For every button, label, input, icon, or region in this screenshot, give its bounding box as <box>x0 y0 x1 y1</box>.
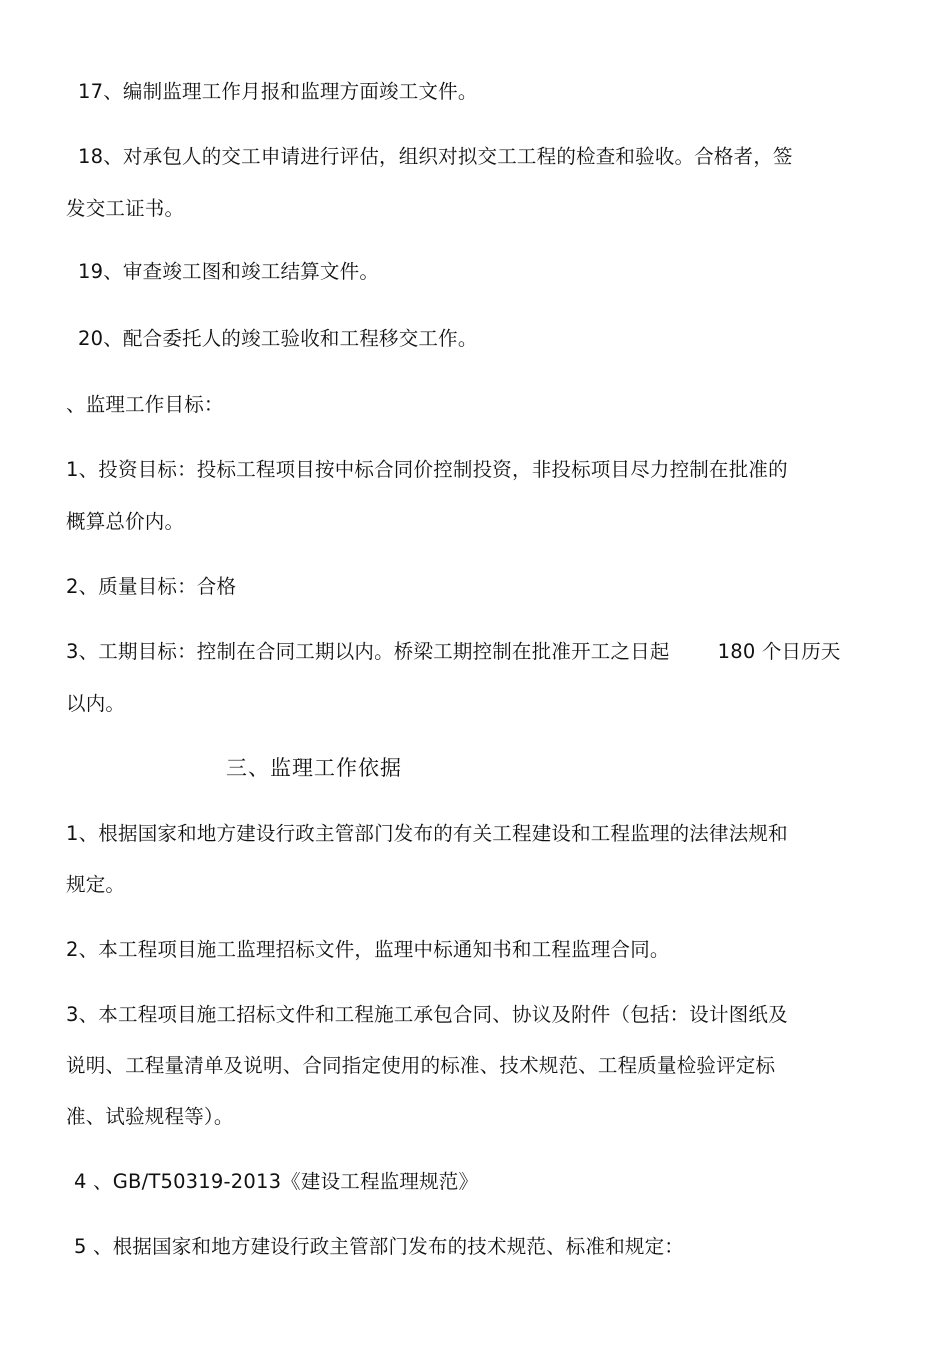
work-goals-heading: 、监理工作目标： <box>66 393 224 416</box>
item-19: 19、审查竣工图和竣工结算文件。 <box>78 260 380 283</box>
goal-3-line-2: 以内。 <box>66 692 126 715</box>
goal-3-line-1 <box>66 640 841 664</box>
goal-2: 2、质量目标：合格 <box>66 575 237 598</box>
section-three-heading: 三、监理工作依据 <box>226 756 402 780</box>
goal-1-line-2: 概算总价内。 <box>66 510 185 533</box>
item-18-line-1: 18、对承包人的交工申请进行评估，组织对拟交工工程的检查和验收。合格者，签 <box>78 145 793 168</box>
basis-4: 4 、GB/T50319-2013《建设工程监理规范》 <box>74 1170 479 1193</box>
basis-3-line-2: 说明、工程量清单及说明、合同指定使用的标准、技术规范、工程质量检验评定标 <box>66 1054 776 1077</box>
basis-5: 5 、根据国家和地方建设行政主管部门发布的技术规范、标准和规定： <box>74 1235 685 1258</box>
goal-3-duration: 180 个日历天 <box>717 640 841 663</box>
basis-3-line-1: 3、本工程项目施工招标文件和工程施工承包合同、协议及附件（包括：设计图纸及 <box>66 1003 788 1026</box>
basis-1-line-2: 规定。 <box>66 873 126 896</box>
goal-3-text: 3、工期目标：控制在合同工期以内。桥梁工期控制在批准开工之日起 <box>66 640 670 663</box>
basis-3-line-3: 准、试验规程等）。 <box>66 1105 234 1128</box>
item-18-line-2: 发交工证书。 <box>66 197 185 220</box>
item-20: 20、配合委托人的竣工验收和工程移交工作。 <box>78 327 478 350</box>
basis-1-line-1: 1、根据国家和地方建设行政主管部门发布的有关工程建设和工程监理的法律法规和 <box>66 822 788 845</box>
item-17: 17、编制监理工作月报和监理方面竣工文件。 <box>78 80 478 103</box>
goal-1-line-1: 1、投资目标：投标工程项目按中标合同价控制投资，非投标项目尽力控制在批准的 <box>66 458 788 481</box>
basis-2: 2、本工程项目施工监理招标文件，监理中标通知书和工程监理合同。 <box>66 938 670 961</box>
